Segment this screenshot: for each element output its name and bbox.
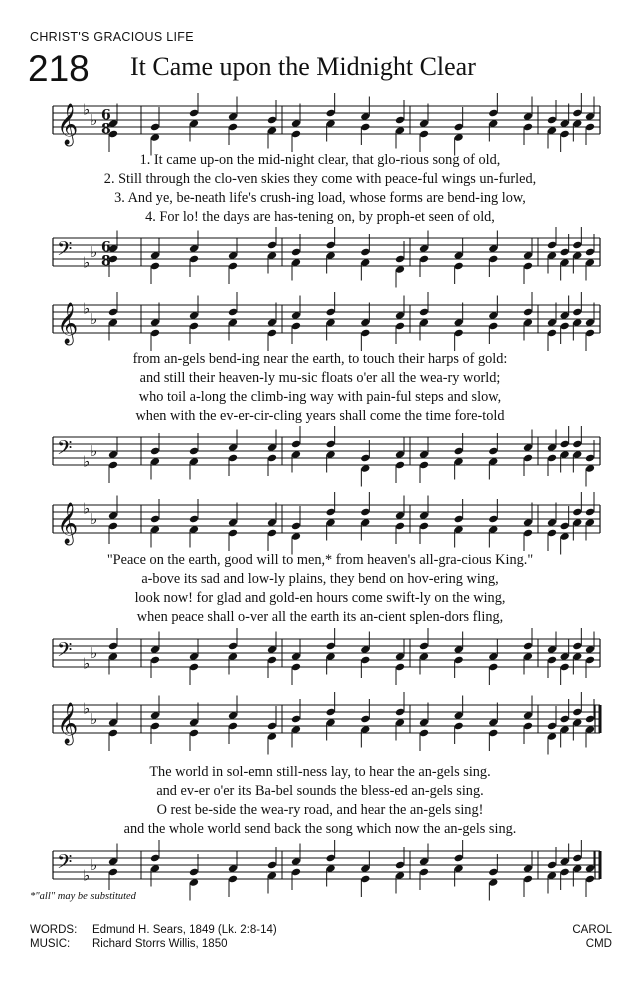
- svg-text:8: 8: [101, 253, 111, 270]
- credits: [30, 923, 277, 951]
- lyric-line-4-3: O rest be-side the wea-ry road, and hear the an-gels sing!: [156, 802, 484, 818]
- footnote: *"all" may be substituted: [30, 891, 136, 902]
- svg-text:♭: ♭: [83, 100, 91, 119]
- svg-text:𝄞: 𝄞: [57, 104, 79, 145]
- lyric-line-2-1: from an-gels bend-ing near the earth, to touch their harps of gold:: [132, 351, 508, 367]
- svg-text:♭: ♭: [90, 856, 98, 874]
- lyric-line-2-2: and still their heaven-ly mu-sic floats o'er all the wea-ry world;: [139, 370, 501, 386]
- treble-staff-4: [0, 697, 640, 744]
- svg-text:6: 6: [101, 239, 111, 256]
- lyric-line-2-4: when with the ev-er-cir-cling years shall come the time fore-told: [135, 408, 505, 424]
- svg-text:♭: ♭: [83, 699, 91, 718]
- lyric-line-4-1: The world in sol-emn still-ness lay, to hear the an-gels sing.: [149, 764, 491, 780]
- svg-text:♭: ♭: [83, 866, 91, 885]
- svg-text:♭: ♭: [90, 442, 98, 460]
- tune-info: [572, 923, 612, 951]
- svg-text:𝄢: 𝄢: [57, 638, 73, 666]
- treble-staff-1: [0, 98, 640, 145]
- svg-text:𝄢: 𝄢: [57, 237, 73, 265]
- hymn-number: 218: [28, 48, 90, 89]
- words-label: WORDS:: [30, 924, 78, 936]
- hymn-title: It Came upon the Midnight Clear: [130, 52, 476, 81]
- svg-text:♭: ♭: [83, 452, 91, 471]
- svg-text:♭: ♭: [90, 710, 98, 728]
- lyric-line-3-1: "Peace on the earth, good will to men,* from heaven's all-gra-cious King.": [106, 552, 534, 568]
- svg-text:𝄢: 𝄢: [57, 436, 73, 464]
- bass-staff-4: [0, 843, 640, 887]
- words-credit: Edmund H. Sears, 1849 (Lk. 2:8-14): [92, 924, 277, 936]
- lyric-line-3-3: look now! for glad and gold-en hours come swift-ly on the wing,: [134, 590, 506, 606]
- treble-staff-2: [0, 297, 640, 344]
- lyric-line-3-2: a-bove its sad and low-ly plains, they bend on hov-ering wing,: [141, 571, 499, 587]
- svg-text:♭: ♭: [90, 111, 98, 129]
- lyric-line-1-4: 4. For lo! the days are has-tening on, by proph-et seen of old,: [145, 209, 495, 225]
- svg-text:𝄞: 𝄞: [57, 703, 79, 744]
- section-heading: CHRIST'S GRACIOUS LIFE: [30, 30, 194, 44]
- svg-text:𝄞: 𝄞: [57, 503, 79, 544]
- svg-text:♭: ♭: [83, 253, 91, 272]
- svg-text:♭: ♭: [83, 499, 91, 518]
- svg-text:𝄞: 𝄞: [57, 303, 79, 344]
- bass-staff-3: [0, 631, 640, 675]
- svg-text:8: 8: [101, 121, 111, 138]
- lyric-line-1-1: 1. It came up-on the mid-night clear, that glo-rious song of old,: [139, 152, 501, 168]
- svg-text:𝄢: 𝄢: [57, 850, 73, 878]
- svg-text:♭: ♭: [83, 299, 91, 318]
- lyric-line-1-2: 2. Still through the clo-ven skies they come with peace-ful wings un-furled,: [103, 171, 537, 187]
- svg-text:♭: ♭: [90, 243, 98, 261]
- music-label: MUSIC:: [30, 938, 71, 950]
- music-credit: Richard Storrs Willis, 1850: [92, 938, 228, 950]
- lyric-line-1-3: 3. And ye, be-neath life's crush-ing load, whose forms are bend-ing low,: [114, 190, 526, 206]
- bass-staff-2: [0, 429, 640, 473]
- svg-text:♭: ♭: [90, 310, 98, 328]
- lyric-line-4-2: and ev-er o'er its Ba-bel sounds the bless-ed an-gels sing.: [156, 783, 484, 799]
- lyric-line-3-4: when peace shall o-ver all the earth its an-cient splen-dors fling,: [136, 609, 504, 625]
- svg-text:♭: ♭: [90, 644, 98, 662]
- treble-staff-3: [0, 497, 640, 544]
- lyric-line-2-3: who toil a-long the climb-ing way with pain-ful steps and slow,: [138, 389, 502, 405]
- svg-text:♭: ♭: [83, 654, 91, 673]
- tune-name: CAROL: [572, 924, 612, 936]
- lyric-line-4-4: and the whole world send back the song which now the an-gels sing.: [123, 821, 517, 837]
- bass-staff-1: [0, 230, 640, 274]
- svg-text:6: 6: [101, 107, 111, 124]
- tune-meter: CMD: [585, 938, 612, 950]
- svg-text:♭: ♭: [90, 510, 98, 528]
